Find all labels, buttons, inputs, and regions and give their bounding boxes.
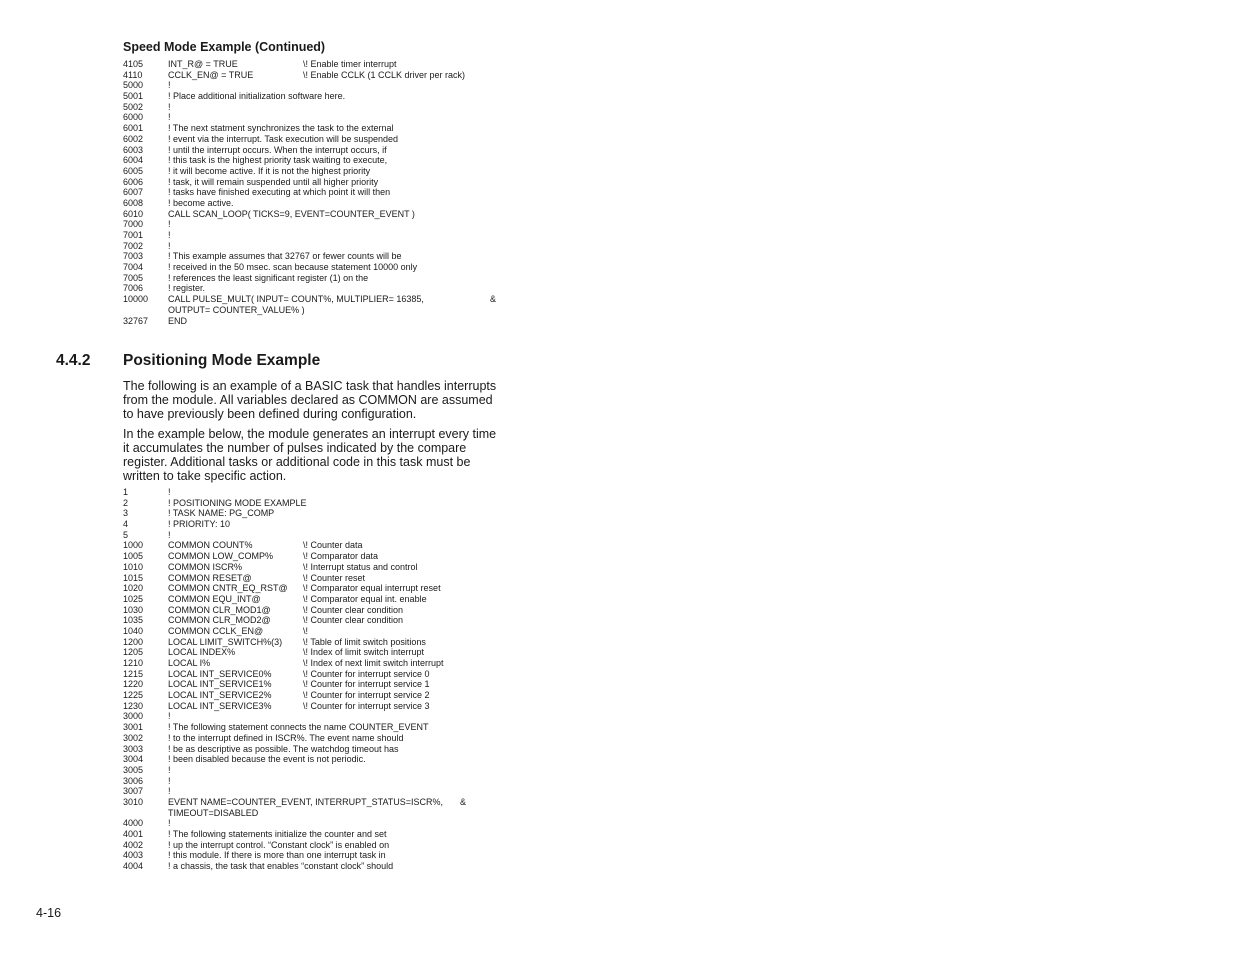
code-statement: ! This example assumes that 32767 or fewer counts will be: [168, 251, 402, 262]
code-comment: \! Counter for interrupt service 1: [303, 679, 430, 690]
code-line: [123, 786, 523, 797]
line-number: 4: [123, 519, 129, 530]
code-statement: ! been disabled because the event is not periodic.: [168, 754, 366, 765]
line-number: 32767: [123, 315, 149, 326]
code-line: [123, 701, 523, 712]
code-comment: \! Counter clear condition: [303, 604, 404, 615]
code-statement: ! task, it will remain suspended until all higher priority: [168, 176, 379, 187]
code-statement: ! references the least significant register (1) on the: [168, 272, 369, 283]
section-number: 4.4.2: [56, 352, 91, 369]
line-number: 6002: [123, 133, 144, 144]
line-number: 4004: [123, 861, 144, 872]
line-number: 6005: [123, 165, 144, 176]
code-comment: \! Enable timer interrupt: [303, 59, 397, 69]
line-number: 3002: [123, 732, 144, 743]
line-number: 1: [123, 487, 129, 497]
line-number: 7004: [123, 262, 144, 273]
line-number: 4105: [123, 59, 144, 69]
line-continuation: &: [490, 294, 497, 305]
code-line: [123, 658, 523, 669]
code-line: [123, 155, 523, 166]
code-line: [123, 70, 523, 81]
line-number: 1230: [123, 700, 144, 711]
code-statement: TIMEOUT=DISABLED: [168, 807, 259, 818]
line-number: 4110: [123, 69, 143, 80]
code-statement: COMMON RESET@: [168, 572, 252, 583]
line-number: 6003: [123, 144, 144, 155]
code-line: [123, 91, 523, 102]
line-number: 7002: [123, 240, 144, 251]
line-number: 1010: [123, 561, 144, 572]
code-statement: ! this task is the highest priority task waiting to execute,: [168, 155, 388, 166]
code-line: [123, 59, 523, 70]
code-comment: \! Enable CCLK (1 CCLK driver per rack): [303, 69, 466, 80]
line-number: 1210: [123, 658, 144, 668]
line-number: 3006: [123, 775, 144, 786]
code-line: [123, 722, 523, 733]
code-statement: ! be as descriptive as possible. The watchdog timeout has: [168, 743, 399, 754]
intro-paragraph: The following is an example of a BASIC task that handles interrupts from the module. All variables declared as COMMON are assumed to have previously been defined during configuration.: [123, 379, 497, 421]
line-number: 1225: [123, 690, 144, 701]
code-line: [123, 230, 523, 241]
line-number: 1035: [123, 615, 144, 626]
code-statement: ! it will become active. If it is not the highest priority: [168, 165, 371, 176]
speed-mode-heading: Speed Mode Example (Continued): [123, 40, 326, 54]
line-number: 5000: [123, 80, 144, 91]
code-statement: !: [168, 764, 171, 775]
code-statement: ! Place additional initialization software here.: [168, 91, 346, 102]
code-statement: ! tasks have finished executing at which point it will then: [168, 187, 391, 198]
code-statement: !: [168, 219, 171, 230]
line-number: 1015: [123, 572, 144, 583]
line-number: 3005: [123, 764, 144, 775]
code-line: [123, 316, 523, 327]
line-number: 3004: [123, 754, 144, 765]
code-statement: ! up the interrupt control. “Constant clock” is enabled on: [168, 839, 390, 850]
code-statement: ! The following statements initialize the counter and set: [168, 829, 387, 839]
code-statement: CALL PULSE_MULT( INPUT= COUNT%, MULTIPLIER= 16385,: [168, 294, 424, 305]
code-line: [123, 850, 523, 861]
code-line: [123, 605, 523, 616]
code-line: [123, 754, 523, 765]
code-statement: LOCAL INT_SERVICE2%: [168, 690, 272, 701]
code-line: [123, 198, 523, 209]
code-statement: !: [168, 240, 171, 251]
code-line: [123, 573, 523, 584]
code-comment: \! Counter for interrupt service 3: [303, 700, 430, 711]
code-line: [123, 219, 523, 230]
code-statement: ! until the interrupt occurs. When the interrupt occurs, if: [168, 144, 387, 155]
code-statement: COMMON CLR_MOD1@: [168, 604, 271, 615]
code-statement: ! this module. If there is more than one interrupt task in: [168, 850, 386, 861]
code-statement: ! PRIORITY: 10: [168, 519, 231, 530]
code-statement: COMMON ISCR%: [168, 561, 242, 572]
code-statement: COMMON COUNT%: [168, 540, 253, 551]
speed-code-listing: [123, 59, 523, 326]
line-number: 6001: [123, 123, 144, 134]
code-statement: !: [168, 529, 171, 540]
section-title: Positioning Mode Example: [123, 352, 321, 369]
code-statement: LOCAL INT_SERVICE0%: [168, 668, 272, 679]
code-line: [123, 102, 523, 113]
line-number: 4002: [123, 839, 144, 850]
code-comment: \! Comparator data: [303, 551, 379, 562]
code-statement: COMMON CNTR_EQ_RST@: [168, 583, 288, 594]
code-statement: EVENT NAME=COUNTER_EVENT, INTERRUPT_STATUS=ISCR%,: [168, 796, 444, 807]
line-number: 1025: [123, 593, 144, 604]
code-line: [123, 145, 523, 156]
line-number: 1000: [123, 540, 144, 551]
line-number: 3: [123, 508, 129, 519]
code-line: [123, 241, 523, 252]
code-line: [123, 209, 523, 220]
code-statement: CCLK_EN@ = TRUE: [168, 69, 254, 80]
code-statement: ! The next statment synchronizes the task to the external: [168, 123, 394, 134]
code-statement: ! register.: [168, 283, 206, 294]
code-line: [123, 669, 523, 680]
code-line: [123, 177, 523, 188]
code-statement: !: [168, 487, 171, 497]
code-comment: \! Comparator equal interrupt reset: [303, 583, 441, 594]
code-line: [123, 797, 523, 808]
code-line: [123, 187, 523, 198]
code-statement: INT_R@ = TRUE: [168, 59, 238, 69]
code-statement: ! to the interrupt defined in ISCR%. The event name should: [168, 732, 404, 743]
code-statement: LOCAL INT_SERVICE3%: [168, 700, 272, 711]
code-statement: ! event via the interrupt. Task execution will be suspended: [168, 133, 398, 144]
code-statement: ! TASK NAME: PG_COMP: [168, 508, 275, 519]
code-comment: \! Table of limit switch positions: [303, 636, 426, 647]
code-statement: !: [168, 112, 171, 123]
code-line: [123, 134, 523, 145]
code-statement: ! POSITIONING MODE EXAMPLE: [168, 497, 307, 508]
line-number: 5002: [123, 101, 144, 112]
line-number: 1030: [123, 604, 144, 615]
code-line: [123, 551, 523, 562]
code-line: [123, 540, 523, 551]
line-number: 2: [123, 497, 129, 508]
code-line: [123, 273, 523, 284]
code-statement: END: [168, 315, 188, 326]
code-line: [123, 487, 523, 498]
code-statement: LOCAL INT_SERVICE1%: [168, 679, 272, 690]
code-statement: ! The following statement connects the name COUNTER_EVENT: [168, 722, 429, 733]
code-line: [123, 498, 523, 509]
code-line: [123, 262, 523, 273]
line-number: 3007: [123, 786, 144, 797]
line-number: 1205: [123, 647, 144, 658]
code-line: [123, 861, 523, 872]
code-line: [123, 294, 523, 305]
code-line: [123, 637, 523, 648]
code-statement: LOCAL LIMIT_SWITCH%(3): [168, 636, 283, 647]
line-number: 10000: [123, 294, 149, 305]
code-line: [123, 808, 523, 819]
example-paragraph: In the example below, the module generates an interrupt every time it accumulates the number of pulses indicated by the compare register. Additional tasks or additional code in this task must be written to take specific action.: [123, 427, 497, 483]
line-number: 7000: [123, 219, 144, 230]
code-line: [123, 594, 523, 605]
line-number: 1005: [123, 551, 144, 562]
line-number: 1200: [123, 636, 144, 647]
code-statement: !: [168, 775, 171, 786]
code-line: [123, 305, 523, 316]
code-comment: \! Interrupt status and control: [303, 561, 418, 572]
line-number: 3001: [123, 722, 144, 733]
code-statement: ! become active.: [168, 197, 234, 208]
line-number: 7001: [123, 230, 144, 240]
code-comment: \! Index of next limit switch interrupt: [303, 658, 444, 668]
line-number: 7005: [123, 272, 144, 283]
code-comment: \!: [303, 625, 309, 636]
code-line: [123, 80, 523, 91]
code-line: [123, 765, 523, 776]
code-statement: !: [168, 230, 171, 240]
line-number: 6004: [123, 155, 144, 166]
line-number: 6000: [123, 112, 144, 123]
line-number: 7006: [123, 283, 144, 294]
line-number: 1020: [123, 583, 144, 594]
code-statement: ! a chassis, the task that enables “constant clock” should: [168, 861, 394, 872]
code-line: [123, 283, 523, 294]
code-line: [123, 112, 523, 123]
code-comment: \! Counter data: [303, 540, 363, 551]
code-statement: LOCAL INDEX%: [168, 647, 236, 658]
code-line: [123, 733, 523, 744]
line-number: 6006: [123, 176, 144, 187]
code-line: [123, 562, 523, 573]
code-line: [123, 744, 523, 755]
line-number: 4001: [123, 829, 144, 839]
code-comment: \! Counter for interrupt service 0: [303, 668, 430, 679]
line-number: 1215: [123, 668, 144, 679]
code-statement: !: [168, 101, 171, 112]
line-number: 5001: [123, 91, 144, 102]
line-number: 4000: [123, 818, 144, 829]
code-statement: COMMON LOW_COMP%: [168, 551, 274, 562]
line-number: 1040: [123, 625, 144, 636]
code-line: [123, 626, 523, 637]
code-statement: COMMON CLR_MOD2@: [168, 615, 271, 626]
line-number: 5: [123, 529, 129, 540]
code-line: [123, 829, 523, 840]
code-line: [123, 818, 523, 829]
code-line: [123, 123, 523, 134]
code-line: [123, 615, 523, 626]
code-line: [123, 519, 523, 530]
code-line: [123, 251, 523, 262]
code-line: [123, 840, 523, 851]
code-statement: COMMON CCLK_EN@: [168, 625, 264, 636]
code-statement: OUTPUT= COUNTER_VALUE% ): [168, 304, 305, 315]
code-line: [123, 690, 523, 701]
code-statement: COMMON EQU_INT@: [168, 593, 261, 604]
line-number: 3010: [123, 796, 144, 807]
line-number: 7003: [123, 251, 144, 262]
code-statement: LOCAL I%: [168, 658, 211, 668]
code-statement: ! received in the 50 msec. scan because statement 10000 only: [168, 262, 418, 273]
page-number: 4-16: [36, 906, 62, 920]
code-statement: !: [168, 711, 171, 722]
line-number: 3000: [123, 711, 144, 722]
code-line: [123, 508, 523, 519]
code-comment: \! Index of limit switch interrupt: [303, 647, 425, 658]
code-statement: !: [168, 786, 171, 797]
line-number: 6008: [123, 197, 144, 208]
code-line: [123, 776, 523, 787]
line-number: 6010: [123, 208, 144, 219]
positioning-code-listing: [123, 487, 523, 872]
line-number: 6007: [123, 187, 144, 198]
line-continuation: &: [460, 796, 467, 807]
code-line: [123, 530, 523, 541]
code-line: [123, 711, 523, 722]
code-line: [123, 679, 523, 690]
line-number: 4003: [123, 850, 144, 861]
line-number: 1220: [123, 679, 144, 690]
line-number: 3003: [123, 743, 144, 754]
code-comment: \! Comparator equal int. enable: [303, 593, 427, 604]
code-statement: !: [168, 80, 171, 91]
code-statement: !: [168, 818, 171, 829]
code-comment: \! Counter clear condition: [303, 615, 404, 626]
code-line: [123, 166, 523, 177]
code-line: [123, 647, 523, 658]
code-line: [123, 583, 523, 594]
code-comment: \! Counter reset: [303, 572, 366, 583]
code-statement: CALL SCAN_LOOP( TICKS=9, EVENT=COUNTER_EVENT ): [168, 208, 415, 219]
code-comment: \! Counter for interrupt service 2: [303, 690, 430, 701]
